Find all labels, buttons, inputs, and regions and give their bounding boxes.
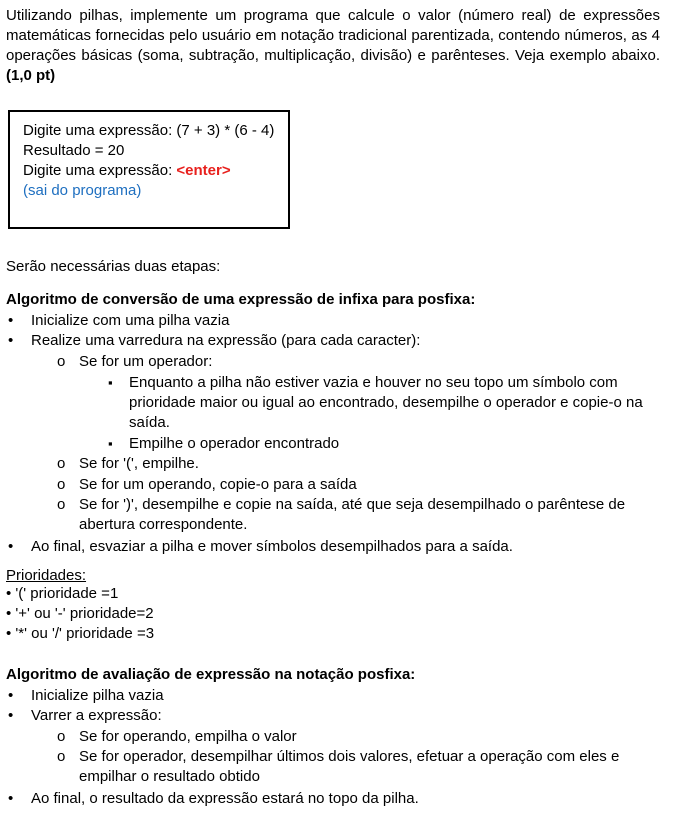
disc-bullet: •	[8, 332, 14, 349]
conversion-heading: Algoritmo de conversão de uma expressão de infixa para posfixa:	[6, 291, 476, 308]
priorities-heading: Prioridades:	[6, 567, 87, 584]
console-line-1: Digite uma expressão: (7 + 3) * (6 - 4)	[23, 122, 275, 139]
circle-bullet: o	[57, 455, 66, 472]
square-bullet: ▪	[108, 375, 113, 390]
priority-item-2: • '+' ou '-' prioridade=2	[6, 605, 154, 622]
evaluation-substep-2-line-1: Se for operador, desempilhar últimos dois valores, efetuar a operação com eles e	[79, 748, 620, 765]
console-line-2: Resultado = 20	[23, 142, 125, 159]
evaluation-substep-2-line-2: empilhar o resultado obtido	[79, 768, 260, 785]
evaluation-step-1: Inicialize pilha vazia	[31, 687, 164, 704]
evaluation-step-2: Varrer a expressão:	[31, 707, 162, 724]
disc-bullet: •	[8, 707, 14, 724]
steps-intro: Serão necessárias duas etapas:	[6, 258, 221, 275]
points-label: (1,0 pt)	[6, 67, 56, 84]
intro-text: Utilizando pilhas, implemente um programa que calcule o valor (número real) de expressões matemáticas fornecidas pelo usuário em notação tradicional parentizada, contendo números, as 4 operações básicas (soma, subtração, multiplicação, divisão) e parênteses. Veja exemplo abaixo.	[6, 7, 660, 64]
conversion-substep-4-line-2: abertura correspondente.	[79, 516, 248, 533]
conversion-subsubstep-1-line-1: Enquanto a pilha não estiver vazia e houver no seu topo um símbolo com	[129, 374, 618, 391]
enter-key-label: <enter>	[176, 162, 231, 179]
circle-bullet: o	[57, 496, 66, 513]
conversion-substep-2: Se for '(', empilhe.	[79, 455, 199, 472]
disc-bullet: •	[8, 687, 14, 704]
circle-bullet: o	[57, 476, 66, 493]
priority-item-3: • '*' ou '/' prioridade =3	[6, 625, 155, 642]
evaluation-step-3: Ao final, o resultado da expressão estará no topo da pilha.	[31, 790, 419, 807]
console-example-box	[8, 110, 290, 229]
conversion-step-3: Ao final, esvaziar a pilha e mover símbolos desempilhados para a saída.	[31, 538, 513, 555]
circle-bullet: o	[57, 728, 66, 745]
disc-bullet: •	[8, 538, 14, 555]
conversion-substep-3: Se for um operando, copie-o para a saída	[79, 476, 357, 493]
evaluation-heading: Algoritmo de avaliação de expressão na notação posfixa:	[6, 666, 416, 683]
disc-bullet: •	[8, 790, 14, 807]
conversion-subsubstep-1-line-3: saída.	[129, 414, 170, 431]
disc-bullet: •	[8, 312, 14, 329]
console-line-3-prefix: Digite uma expressão:	[23, 162, 177, 179]
console-line-3	[23, 161, 231, 181]
intro-paragraph	[6, 6, 660, 86]
conversion-substep-1: Se for um operador:	[79, 353, 213, 370]
conversion-step-2: Realize uma varredura na expressão (para cada caracter):	[31, 332, 421, 349]
conversion-step-1: Inicialize com uma pilha vazia	[31, 312, 230, 329]
conversion-substep-4-line-1: Se for ')', desempilhe e copie na saída, até que seja desempilhado o parêntese de	[79, 496, 626, 513]
evaluation-substep-1: Se for operando, empilha o valor	[79, 728, 297, 745]
priority-item-1: • '(' prioridade =1	[6, 585, 119, 602]
circle-bullet: o	[57, 353, 66, 370]
square-bullet: ▪	[108, 436, 113, 451]
console-line-4: (sai do programa)	[23, 182, 142, 199]
circle-bullet: o	[57, 748, 66, 765]
conversion-subsubstep-2: Empilhe o operador encontrado	[129, 435, 340, 452]
conversion-subsubstep-1-line-2: prioridade maior ou igual ao encontrado, desempilhe o operador e copie-o na	[129, 394, 643, 411]
